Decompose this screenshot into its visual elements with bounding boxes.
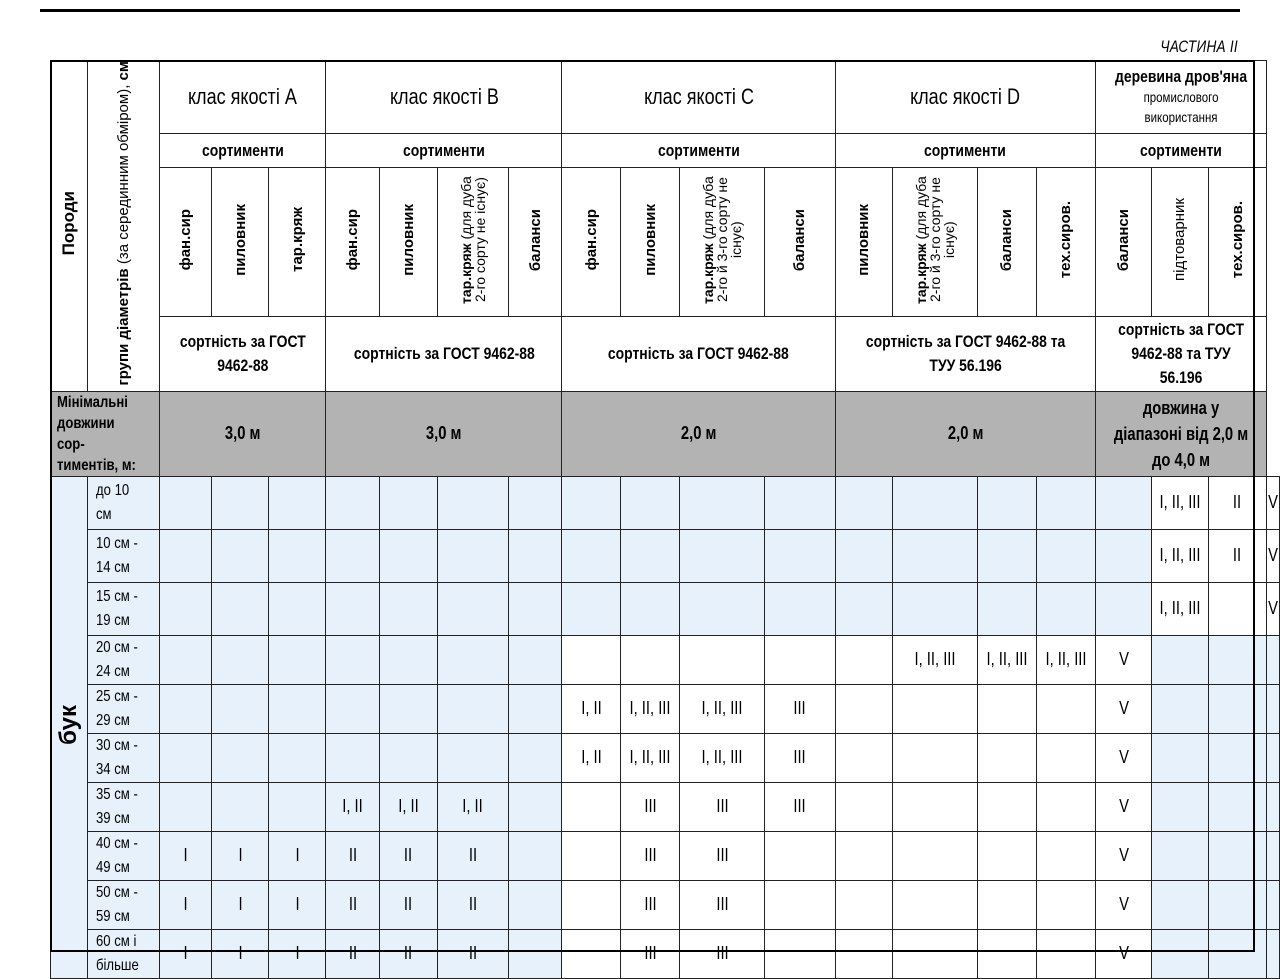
grade-cell: III (680, 880, 765, 929)
firewood-header: деревина дров'яна промислового використання (1095, 61, 1266, 134)
breeds-header: Породи (51, 61, 88, 392)
grade-cell: I, II, III (1036, 635, 1095, 684)
diameter-cell: 30 см - 34 см (88, 733, 159, 782)
grade-cell: I (269, 880, 326, 929)
grade-cell: III (621, 831, 680, 880)
sub-b-fansyr: фан.сир (326, 168, 380, 317)
grade-cell: I, II, III (680, 684, 765, 733)
grade-cell: V (1095, 831, 1151, 880)
class-a-header: клас якості A (159, 61, 326, 134)
grade-cell: I, II (562, 733, 621, 782)
diameter-groups-header: групи діаметрів (за серединним обміром), см (88, 61, 159, 392)
grade-cell: I, II, III (621, 684, 680, 733)
grade-cell (1266, 733, 1279, 782)
diameter-cell: 15 см - 19 см (88, 582, 159, 635)
assortments-a: сортименти (159, 134, 326, 168)
diameter-cell: 40 см - 49 см (88, 831, 159, 880)
grade-cell: I, II, III (680, 733, 765, 782)
top-rule (40, 9, 1240, 12)
grade-cell: I, II, III (621, 733, 680, 782)
grade-cell: III (621, 929, 680, 978)
grade-cell: III (765, 733, 836, 782)
sub-a-pylovnyk: пиловник (212, 168, 269, 317)
diameter-cell: 60 см і більше (88, 929, 159, 978)
gost-firewood: сортність за ГОСТ 9462-88 та ТУУ 56.196 (1095, 317, 1266, 392)
min-length-d: 2,0 м (835, 391, 1095, 476)
grade-cell: I (212, 831, 269, 880)
grade-cell: I (269, 929, 326, 978)
grade-cell: II (380, 929, 438, 978)
sub-f-balansy: баланси (1095, 168, 1151, 317)
grade-cell: III (765, 684, 836, 733)
grade-cell: II (326, 831, 380, 880)
grade-cell: V (1095, 880, 1151, 929)
diameter-cell: до 10 см (88, 476, 159, 529)
sub-c-fansyr: фан.сир (562, 168, 621, 317)
class-b-header: клас якості B (326, 61, 562, 134)
min-length-b: 3,0 м (326, 391, 562, 476)
table-outer-border (50, 60, 1255, 952)
sub-d-tarkryazh: тар.кряж (для дуба 2-го й 3-го сорту не існує) (892, 168, 977, 317)
grade-cell: V (1095, 684, 1151, 733)
assortments-c: сортименти (562, 134, 835, 168)
grade-cell: III (680, 782, 765, 831)
sub-c-pylovnyk: пиловник (621, 168, 680, 317)
class-d-header: клас якості D (835, 61, 1095, 134)
grade-cell: V (1095, 929, 1151, 978)
grade-cell: I, II, III (1152, 476, 1208, 529)
grade-cell (1266, 782, 1279, 831)
sub-b-pylovnyk: пиловник (380, 168, 438, 317)
diameter-cell: 25 см - 29 см (88, 684, 159, 733)
assortments-d: сортименти (835, 134, 1095, 168)
diameter-cell: 20 см - 24 см (88, 635, 159, 684)
grade-cell: III (621, 880, 680, 929)
grade-cell: I, II, III (1152, 582, 1208, 635)
grade-cell: II (437, 831, 508, 880)
grade-cell: V (1095, 782, 1151, 831)
grade-cell: II (326, 880, 380, 929)
sub-a-tarkryazh: тар.кряж (269, 168, 326, 317)
min-length-label: Мінімальні довжини сор-тиментів, м: (51, 391, 160, 476)
diameter-cell: 50 см - 59 см (88, 880, 159, 929)
gost-b: сортність за ГОСТ 9462-88 (326, 317, 562, 392)
sub-d-tehsyrov: тех.сиров. (1036, 168, 1095, 317)
sub-c-tarkryazh: тар.кряж (для дуба 2-го й 3-го сорту не існує) (680, 168, 765, 317)
assortments-firewood: сортименти (1095, 134, 1266, 168)
min-length-firewood: довжина у діапазоні від 2,0 м до 4,0 м (1095, 391, 1266, 476)
grade-cell (1266, 684, 1279, 733)
grade-cell (1266, 635, 1279, 684)
sub-a-fansyr: фан.сир (159, 168, 211, 317)
grade-cell: II (1208, 476, 1266, 529)
class-c-header: клас якості C (562, 61, 835, 134)
grade-cell: V (1266, 529, 1279, 582)
grade-cell: V (1266, 476, 1279, 529)
grade-cell: II (380, 880, 438, 929)
grade-cell: III (680, 929, 765, 978)
grade-cell: V (1095, 733, 1151, 782)
grade-cell: I (212, 880, 269, 929)
grade-cell: III (765, 782, 836, 831)
grade-cell: V (1266, 582, 1279, 635)
grade-cell (1266, 831, 1279, 880)
grade-cell: II (1208, 529, 1266, 582)
grade-cell (1266, 880, 1279, 929)
grade-cell: III (621, 782, 680, 831)
grade-cell: I, II, III (1152, 529, 1208, 582)
sub-b-tarkryazh: тар.кряж (для дуба 2-го сорту не існує) (437, 168, 508, 317)
grade-cell: I, II (437, 782, 508, 831)
grade-cell: II (326, 929, 380, 978)
grade-cell: I (159, 831, 211, 880)
grade-cell: I (269, 831, 326, 880)
gost-d: сортність за ГОСТ 9462-88 та ТУУ 56.196 (835, 317, 1095, 392)
grade-cell: I, II, III (977, 635, 1036, 684)
grade-cell: I (159, 929, 211, 978)
species-cell: бук (51, 476, 88, 978)
assortments-b: сортименти (326, 134, 562, 168)
grade-cell: II (380, 831, 438, 880)
grade-cell: I, II (380, 782, 438, 831)
sub-c-balansy: баланси (765, 168, 836, 317)
sub-f-tehsyrov: тех.сиров. (1208, 168, 1266, 317)
part-label: ЧАСТИНА II (1160, 37, 1238, 56)
min-length-c: 2,0 м (562, 391, 835, 476)
sub-d-balansy: баланси (977, 168, 1036, 317)
diameter-cell: 35 см - 39 см (88, 782, 159, 831)
grade-cell: I, II (326, 782, 380, 831)
gost-a: сортність за ГОСТ 9462-88 (159, 317, 326, 392)
gost-c: сортність за ГОСТ 9462-88 (562, 317, 835, 392)
grade-cell: II (437, 880, 508, 929)
sub-d-pylovnyk: пиловник (835, 168, 892, 317)
diameter-cell: 10 см - 14 см (88, 529, 159, 582)
grade-cell: III (680, 831, 765, 880)
grade-cell: I, II, III (892, 635, 977, 684)
grade-cell: I, II (562, 684, 621, 733)
grade-cell: V (1095, 635, 1151, 684)
min-length-a: 3,0 м (159, 391, 326, 476)
sub-b-balansy: баланси (508, 168, 562, 317)
grade-cell: I (212, 929, 269, 978)
grade-cell: II (437, 929, 508, 978)
grade-cell: I (159, 880, 211, 929)
sub-f-pidtovarnyk: підтоварник (1152, 168, 1208, 317)
grade-cell (1266, 929, 1279, 978)
